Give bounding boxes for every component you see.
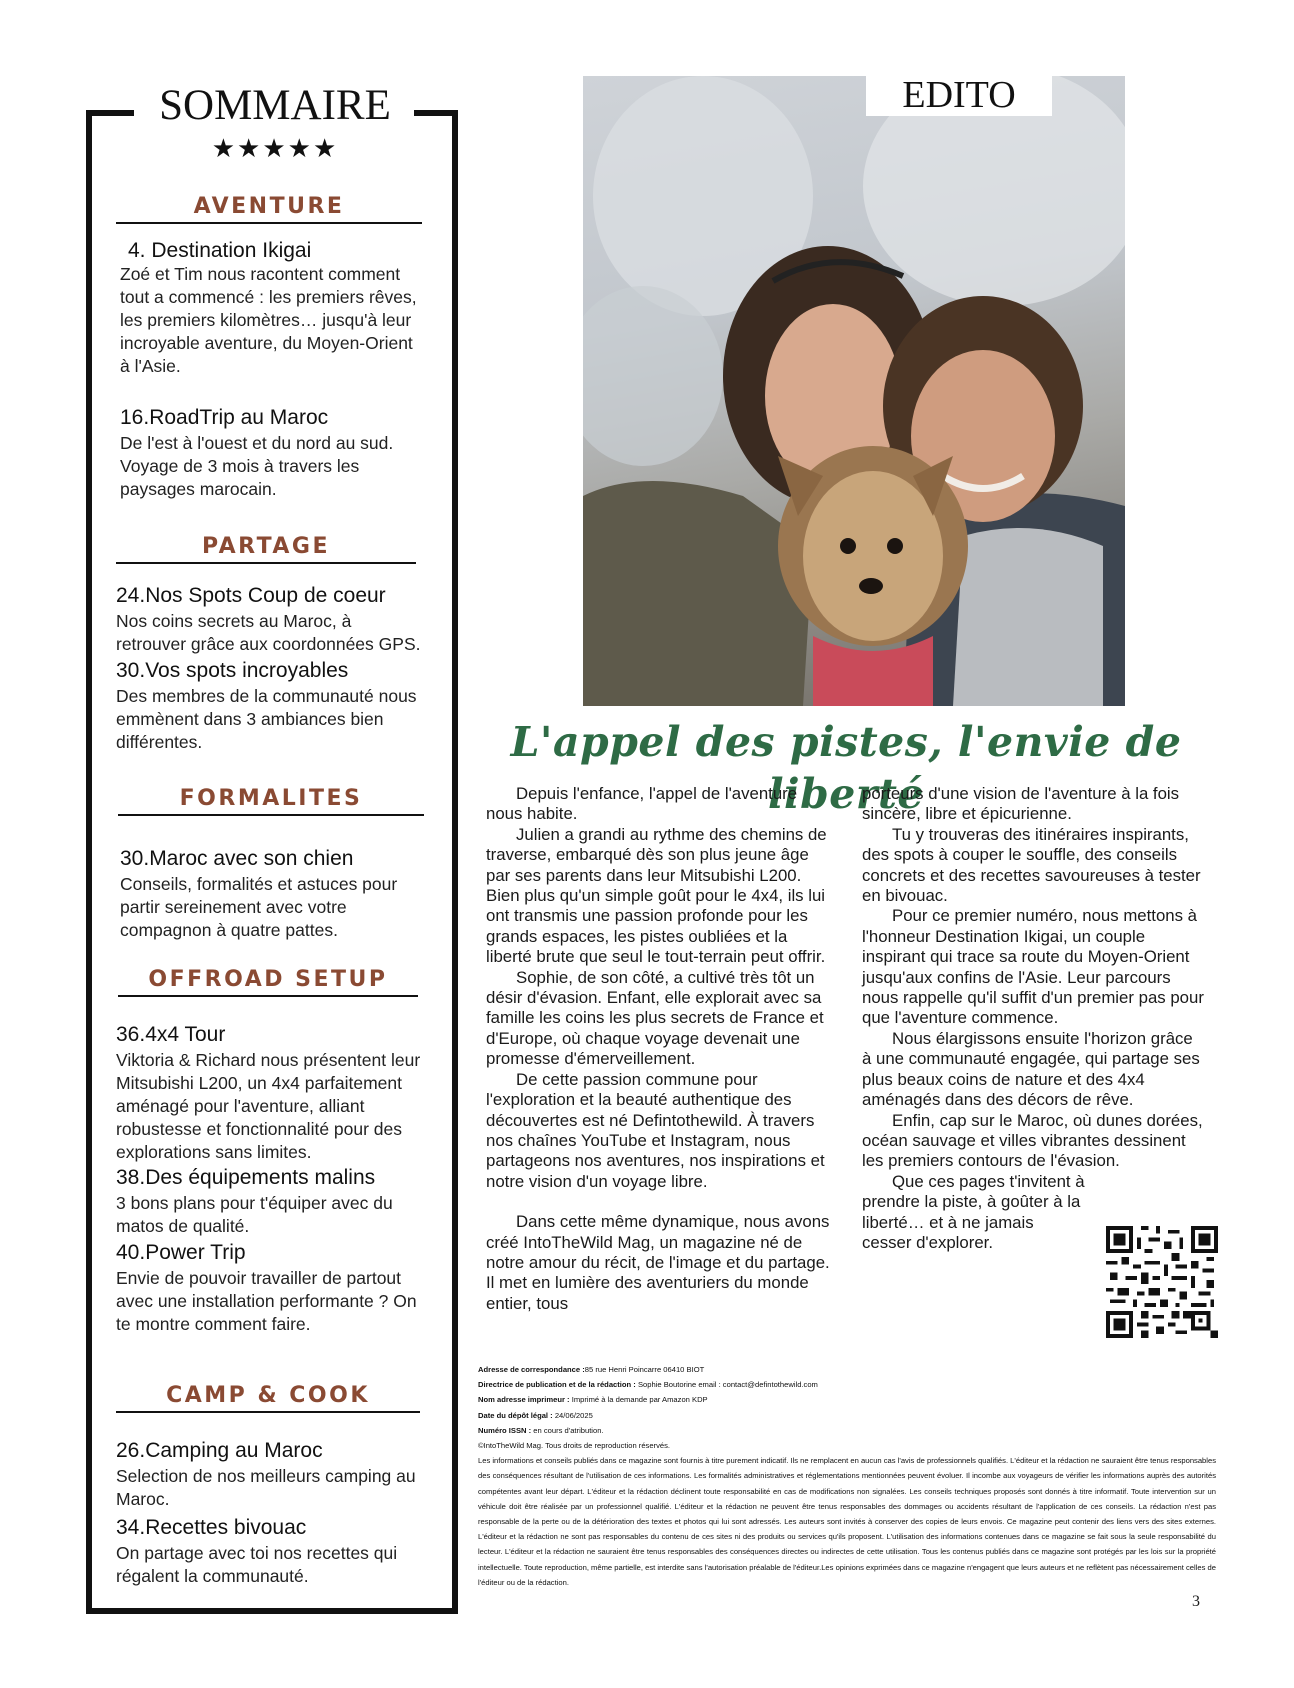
rating-stars-icon: ★★★★★ bbox=[211, 133, 339, 163]
paragraph: Sophie, de son côté, a cultivé très tôt un désir d'évasion. Enfant, elle explorait avec sa famille les coins les plus secrets de France et d'Europe, où chaque voyage devenait une promesse d'émerveillement. bbox=[486, 967, 824, 1069]
edito-column-left bbox=[486, 784, 831, 1314]
toc-entry[interactable] bbox=[116, 583, 426, 656]
legal-copyright: ©IntoTheWild Mag. Tous droits de reproduction réservés. bbox=[478, 1441, 671, 1451]
section-heading-partage: PARTAGE bbox=[116, 534, 416, 564]
toc-entry[interactable] bbox=[120, 846, 425, 942]
sommaire-title: SOMMAIRE bbox=[159, 82, 391, 129]
toc-entry-desc: De l'est à l'ouest et du nord au sud. Voyage de 3 mois à travers les paysages marocain. bbox=[120, 433, 394, 499]
section-heading-camp-cook: CAMP & COOK bbox=[116, 1383, 420, 1413]
toc-entry-title: 30.Vos spots incroyables bbox=[116, 659, 349, 682]
toc-entry-title: 26.Camping au Maroc bbox=[116, 1439, 323, 1462]
toc-entry-title: 36.4x4 Tour bbox=[116, 1023, 226, 1046]
legal-issn: Numéro ISSN : en cours d'atribution. bbox=[478, 1425, 604, 1435]
paragraph: Nous élargissons ensuite l'horizon grâce à une communauté engagée, qui partage ses plus beaux coins de nature et des 4x4 aménagés dans des décors de rêve. bbox=[862, 1028, 1200, 1110]
toc-entry[interactable] bbox=[116, 1240, 426, 1336]
edito-headline: L'appel des pistes, l'envie de liberté bbox=[510, 718, 1182, 818]
photo-illustration bbox=[583, 76, 1125, 706]
paragraph: porteurs d'une vision de l'aventure à la fois sincère, libre et épicurienne. bbox=[862, 784, 1180, 824]
edito-column-right bbox=[862, 784, 1204, 1253]
toc-entry[interactable] bbox=[120, 405, 420, 501]
sommaire-frame-top-right bbox=[414, 110, 458, 116]
toc-entry-desc: Zoé et Tim nous racontent comment tout a commencé : les premiers rêves, les premiers kilomètres… jusqu'à leur incroyable aventure, du Moyen-Orient à l'Asie. bbox=[120, 264, 417, 376]
page-number: 3 bbox=[1192, 1593, 1200, 1610]
toc-entry-desc: Viktoria & Richard nous présentent leur Mitsubishi L200, un 4x4 parfaitement aménagé pour l'aventure, alliant robustesse et fonctionnalité pour des explorations sans limites. bbox=[116, 1050, 421, 1162]
legal-address: Adresse de correspondance :85 rue Henri Poincarre 06410 BIOT bbox=[478, 1365, 705, 1374]
toc-entry-title: 40.Power Trip bbox=[116, 1241, 246, 1264]
toc-entry-title: 16.RoadTrip au Maroc bbox=[120, 406, 329, 429]
toc-entry-desc: Des membres de la communauté nous emmènent dans 3 ambiances bien différentes. bbox=[116, 686, 417, 752]
toc-entry[interactable] bbox=[116, 1022, 426, 1164]
couple-with-dog-photo bbox=[583, 76, 1125, 706]
paragraph: Depuis l'enfance, l'appel de l'aventure nous habite. bbox=[486, 784, 798, 824]
toc-entry[interactable] bbox=[128, 238, 438, 264]
legal-disclaimer: Les informations et conseils publiés dans ce magazine sont fournis à titre purement indicatif. Ils ne remplacent en aucun cas l'avis de professionnels qualifiés. L'éditeur et la rédaction ne sauraient être tenus responsables des conséquences résultant de l'utilisation de ces informations. Les formalités administratives et réglementations mentionnées peuvent évoluer. Il incombe aux voyageurs de vérifier les informations auprès des autorités compétentes avant leur départ. L'éditeur et la rédaction déclinent toute responsabilité en cas de modifications non signalées. Les conseils techniques proposés sont donnés à titre informatif. Toute intervention sur un véhicule doit être réalisée par un professionnel qualifié. L'éditeur et la rédaction ne peuvent être tenus responsables des dommages ou accidents résultant de l'application de ces conseils. La rédaction n'est pas responsable de la perte ou de la détérioration des textes et photos qui lui sont adressés. Les auteurs sont invités à conserver des copies de leurs envois. Ce magazine peut contenir des liens vers des sites externes. L'éditeur et la rédaction ne sont pas responsables du contenu de ces sites ni des produits ou services qu'ils proposent. L'utilisation des informations contenues dans ce magazine se fait sous la seule responsabilité du lecteur. L'éditeur et la rédaction ne sauraient être tenus responsables des conséquences directes ou indirectes de cette utilisation. Tous les contenus publiés dans ce magazine sont protégés par les lois sur la propriété intellectuelle. Toute reproduction, même partielle, est interdite sans l'autorisation préalable de l'éditeur.Les opinions exprimées dans ce magazine n'engagent que leurs auteurs et ne reflètent pas nécessairement celles de l'éditeur ou de la rédaction. bbox=[478, 1456, 1216, 1587]
section-heading-formalites: FORMALITES bbox=[118, 786, 424, 816]
toc-entry-desc: 3 bons plans pour t'équiper avec du matos de qualité. bbox=[116, 1193, 393, 1236]
paragraph: De cette passion commune pour l'exploration et la beauté authentique des découvertes est né Defintothewild. À travers nos chaînes YouTube et Instagram, nous partageons nos aventures, nos inspirations et notre vision d'un voyage libre. bbox=[486, 1069, 825, 1191]
legal-printer: Nom adresse imprimeur : Imprimé à la demande par Amazon KDP bbox=[478, 1395, 708, 1405]
paragraph: Pour ce premier numéro, nous mettons à l'honneur Destination Ikigai, un couple inspirant qui trace sa route du Moyen-Orient jusqu'aux confins de l'Asie. Leur parcours nous rappelle qu'il suffit d'un premier pas pour que l'aventure commence. bbox=[862, 906, 1204, 1028]
qr-code-icon[interactable] bbox=[1106, 1226, 1218, 1338]
paragraph: Julien a grandi au rythme des chemins de traverse, embarqué dès son plus jeune âge par ses parents dans leur Mitsubishi L200. Bien plus qu'un simple goût pour le 4x4, ils lui ont transmis une passion profonde pour les grands espaces, les pistes oubliées et la liberté brute que seul le tout-terrain peut offrir. bbox=[486, 824, 827, 967]
edito-tag: EDITO bbox=[866, 72, 1052, 116]
toc-entry[interactable] bbox=[116, 1515, 426, 1588]
toc-entry-desc: Conseils, formalités et astuces pour partir sereinement avec votre compagnon à quatre pattes. bbox=[120, 874, 398, 940]
paragraph: Dans cette même dynamique, nous avons créé IntoTheWild Mag, un magazine né de notre amour du récit, de l'image et du partage. Il met en lumière des aventuriers du monde entier, tous bbox=[486, 1212, 830, 1313]
legal-notice bbox=[478, 1362, 1216, 1590]
legal-date: Date du dépôt légal : 24/06/2025 bbox=[478, 1410, 593, 1420]
toc-entry-desc: Nos coins secrets au Maroc, à retrouver grâce aux coordonnées GPS. bbox=[116, 611, 421, 654]
toc-entry-desc: Selection de nos meilleurs camping au Maroc. bbox=[116, 1466, 416, 1509]
toc-entry-title: 4. Destination Ikigai bbox=[128, 239, 312, 262]
toc-entry-desc: On partage avec toi nos recettes qui régalent la communauté. bbox=[116, 1543, 398, 1586]
paragraph: Que ces pages t'invitent à prendre la piste, à goûter à la liberté… et à ne jamais cesser d'explorer. bbox=[862, 1171, 1085, 1252]
toc-entry-title: 34.Recettes bivouac bbox=[116, 1516, 307, 1539]
section-heading-aventure: AVENTURE bbox=[116, 194, 422, 224]
toc-entry[interactable] bbox=[116, 658, 426, 754]
toc-entry-title: 24.Nos Spots Coup de coeur bbox=[116, 584, 386, 607]
section-heading-offroad-setup: OFFROAD SETUP bbox=[118, 967, 418, 997]
sommaire-frame-top-left bbox=[86, 110, 134, 116]
legal-director: Directrice de publication et de la rédaction : Sophie Boutorine email : contact@defintothewild.com bbox=[478, 1380, 818, 1390]
paragraph: Tu y trouveras des itinéraires inspirants, des spots à couper le souffle, des conseils concrets et des recettes savoureuses à tester en bivouac. bbox=[862, 824, 1201, 906]
toc-entry-desc: Envie de pouvoir travailler de partout avec une installation performante ? On te montre comment faire. bbox=[116, 1268, 417, 1334]
toc-entry[interactable] bbox=[116, 1438, 426, 1511]
paragraph: Enfin, cap sur le Maroc, où dunes dorées, océan sauvage et villes vibrantes dessinent les premiers contours de l'évasion. bbox=[862, 1110, 1203, 1171]
toc-entry-desc-block bbox=[120, 262, 420, 378]
toc-entry-title: 38.Des équipements malins bbox=[116, 1166, 376, 1189]
toc-entry[interactable] bbox=[116, 1165, 426, 1238]
toc-entry-title: 30.Maroc avec son chien bbox=[120, 847, 354, 870]
